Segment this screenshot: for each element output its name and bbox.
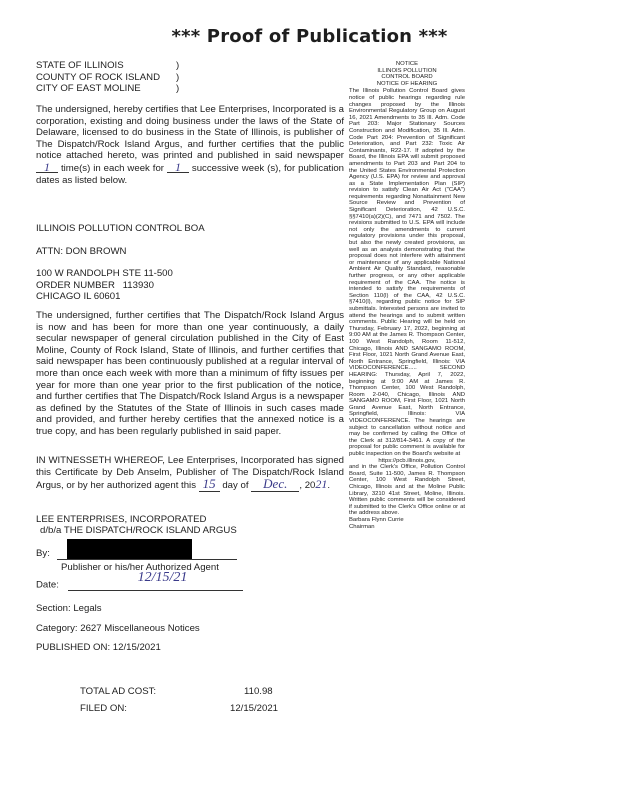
- notice-signer-title: Chairman: [349, 523, 375, 530]
- order-number-row: [36, 280, 344, 292]
- notice-board-name: ILLINOIS POLLUTION CONTROL BOARD: [377, 67, 437, 81]
- total-cost-value: 110.98: [244, 686, 273, 697]
- witness-year-prefix: , 20: [299, 480, 316, 492]
- date-row: [36, 570, 344, 591]
- witness-text: IN WITNESSETH WHEREOF, Lee Enterprises, Incorporated has signed this Certificate by Deb Anselm, Publisher of The Dispatch/Rock Island Argus, or by her authorized agent this: [36, 455, 344, 492]
- legal-notice-column: [349, 61, 465, 530]
- signature-field: [57, 549, 237, 560]
- notice-body: The Illinois Pollution Control Board gives notice of public hearings regarding rule changes proposed by the Illinois Environmental Regulatory Group on August 16, 2021 Amendments to 35 Ill. Adm. Code Part 203: Major Stationary Sources Construction and Modification, 35 Ill. Adm. Code Part 204: Prevention of Significant Deterioration, and Part 232: Toxic Air Contaminants, R22-17. If adopted by the Board, the Illinois EPA will submit proposed amendments to Part 203 and Part 204 to the United States Environmental Protection Agency (U.S. EPA) for review and approval as a State Implementation Plan (SIP) revision to satisfy Clean Air Act ("CAA") requirements regarding Nonattainment New Source Review and Prevention of Significant Deterioration, 42 U.S.C. §§7410(a)(2)(C), and 7471 and 7502. The revisions submitted to U.S. EPA will include not only the amendments to current regulatory provisions under this proposal, but also the newly created provisions, as well as an analysis demonstrating that the proposal does not interfere with attainment or maintenance of any applicable National Ambient Air Quality Standard, reasonable further progress, or any other applicable requirement of the CAA. The notice is intended to satisfy the requirements of Section 110(l) of the CAA, 42 U.S.C. §7410(l), regarding public notice for SIP submittals. Interested persons are invited to attend the hearings and to submit written comments. Public Hearing will be held on Thursday, February 17, 2022, beginning at 9:00 AM at the James R. Thompson Center, 100 West Randolph, Room 11-512, Chicago, Illinois AND SANGAMO ROOM, First Floor, 1021 North Grand Avenue East, North Entrance, Springfield, Illinois: VIA VIDEOCONFERENCE..... SECOND HEARING: Thursday, April 7, 2022, beginning at 9:00 AM at James R. Thompson Center, 100 West Randolph, Room 2-040, Chicago, Illinois AND SANGAMO ROOM, First Floor, 1021 North Grand Avenue East, North Entrance, Springfield, Illinois: VIA VIDEOCONFERENCE. The hearings are subject to cancellation without notice and may be confirmed by calling the Office of the Clerk at 312/814-3461. A copy of the proposal for public comment is available for public inspection on the Board's website at: [349, 88, 465, 458]
- notice-signer: Barbara Flynn Currie: [349, 516, 404, 523]
- address-line: CHICAGO IL 60601: [36, 290, 121, 302]
- county-line: COUNTY OF ROCK ISLAND: [36, 71, 161, 83]
- witness-month: Dec.: [251, 476, 299, 492]
- witness-day: 15: [199, 476, 220, 492]
- dba-name: d/b/a THE DISPATCH/ROCK ISLAND ARGUS: [40, 525, 237, 536]
- weeks-blank: 1: [167, 162, 189, 173]
- certify-text-1: The undersigned, hereby certifies that Lee Enterprises, Incorporated is a corporation, existing and doing business under the laws of the State of Delaware, licensed to do business in the State of Illinois, is publisher of The Dispatch/Rock Island Argus, and further certifies that the public notice attached hereto, was printed and published in said newspaper: [36, 104, 344, 162]
- company-name: LEE ENTERPRISES, INCORPORATED: [36, 514, 207, 525]
- venue-block: [36, 60, 344, 95]
- times-blank: 1: [36, 162, 58, 173]
- notice-heading: NOTICE: [395, 61, 419, 67]
- section-label: Section: Legals: [36, 603, 102, 614]
- certify-text-2: time(s) in each week for: [60, 162, 164, 174]
- publication-meta: [36, 603, 344, 662]
- further-certification-paragraph: The undersigned, further certifies that The Dispatch/Rock Island Argus is now and has been for more than one year continuously, a daily secular newspaper of general circulation published in the City of East Moline, County of Rock Island, State of Illinois, and further certifies that said newspaper has been continuously published at a regular interval of more than once each week with more than a minimum of fifty issues per year for more than one year prior to the first publication of the notice, and further certifies that The Dispatch/Rock Island Argus is a newspaper as defined by the Statutes of the State of Illinois in such cases made and provided, and further hereby certifies that the annexed notice is a true copy, and has been regularly published in said paper.: [36, 310, 344, 437]
- witness-day-label: day: [222, 480, 238, 492]
- order-number-value: 113930: [122, 280, 154, 291]
- category-label: Category: 2627 Miscellaneous Notices: [36, 622, 200, 634]
- state-line: STATE OF ILLINOIS: [36, 60, 124, 71]
- order-number-label: ORDER NUMBER: [36, 280, 115, 291]
- published-label: PUBLISHED ON: 12/15/2021: [36, 642, 161, 654]
- certification-paragraph: [36, 104, 344, 186]
- total-cost-label: TOTAL AD COST:: [80, 686, 157, 697]
- filed-on-label: FILED ON:: [80, 703, 127, 714]
- notice-body-continued: and in the Clerk's Office, Pollution Control Board, Suite 11-500, James R. Thompson Center, 100 West Randolph Street, Chicago, Illinois and at the Moline Public Library, 3210 41st Street, Moline, Illinois. Written public comments will be considered if submitted to the Clerk's Office online or at the address above.: [349, 464, 465, 517]
- date-field: [68, 570, 243, 591]
- page-title: *** Proof of Publication ***: [171, 26, 448, 47]
- signature-line: [36, 548, 344, 573]
- address-line: 100 W RANDOLPH STE 11-500: [36, 268, 173, 280]
- recipient-address: [36, 223, 344, 313]
- date-label: Date:: [36, 579, 59, 591]
- witness-paragraph: IN WITNESSETH WHEREOF, Lee Enterprises, Incorporated has signed this Certificate by Deb Anselm, Publisher of The Dispatch/Rock Island Argus, or by her authorized agent this 15 day of Dec. , 2021.: [36, 455, 344, 492]
- address-line: ILLINOIS POLLUTION CONTROL BOA: [36, 223, 205, 234]
- certify-text-3: successive week (s), for publication dates as listed below.: [36, 162, 344, 186]
- address-line: ATTN: DON BROWN: [36, 245, 127, 257]
- redacted-signature: [67, 539, 192, 559]
- totals-block: [80, 683, 278, 717]
- by-label: By:: [36, 548, 50, 559]
- notice-url: https://pcb.illinois.gov,: [378, 457, 436, 464]
- handwritten-date: 12/15/21: [137, 570, 188, 585]
- agent-caption: Publisher or his/her Authorized Agent: [61, 561, 219, 573]
- notice-subheading: NOTICE OF HEARING: [376, 80, 438, 87]
- filed-on-value: 12/15/2021: [230, 703, 279, 714]
- city-line: CITY OF EAST MOLINE: [36, 83, 141, 95]
- venue-brace: ) ) ): [176, 60, 180, 95]
- witness-of-label: of: [240, 480, 249, 492]
